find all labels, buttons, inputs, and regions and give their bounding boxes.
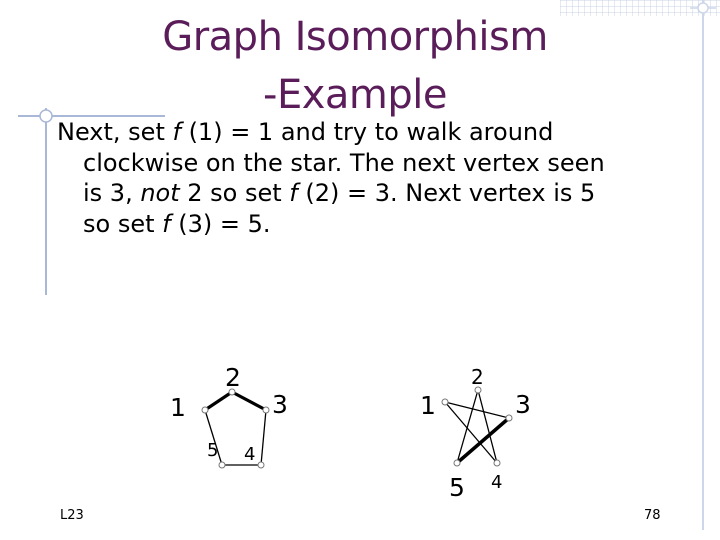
body-line-2: clockwise on the star. The next vertex seen [83,148,605,177]
star-label-4: 4 [491,472,503,493]
star-label-5: 5 [449,473,465,502]
pentagon-label-3: 3 [272,390,288,419]
pentagon-label-1: 1 [170,393,186,422]
body-text-run: 2 so set [179,179,290,207]
title-line-2: -Example [263,72,447,118]
title-line-1: Graph Isomorphism [162,14,548,60]
body-text-run: so set [83,209,163,238]
body-text-run: is 3, [83,179,141,207]
body-text-run: Next, set [57,118,173,146]
pentagon-label-2: 2 [225,363,241,392]
star-vertex-4 [494,460,500,466]
body-text-run: (2) = 3. Next vertex is 5 [297,179,596,207]
star-label-3: 3 [515,390,531,419]
function-symbol: f [289,179,298,207]
star-label-1: 1 [420,391,436,420]
page-number: 78 [644,508,661,523]
star-vertex-3 [506,415,512,421]
pentagon-label-5: 5 [207,440,219,461]
body-text-run: (3) = 5. [170,209,271,238]
star-vertex-1 [442,399,448,405]
pentagon-label-4: 4 [244,444,256,465]
star-label-2: 2 [471,365,484,389]
function-symbol: f [172,118,181,146]
body-text-run: (1) = 1 and try to walk around [180,118,554,146]
emphasis-not: not [140,179,180,207]
star-edge-1-3 [445,402,509,418]
star-vertex-5 [454,460,460,466]
footer-lecture-label: L23 [60,508,84,523]
function-symbol: f [162,209,171,238]
